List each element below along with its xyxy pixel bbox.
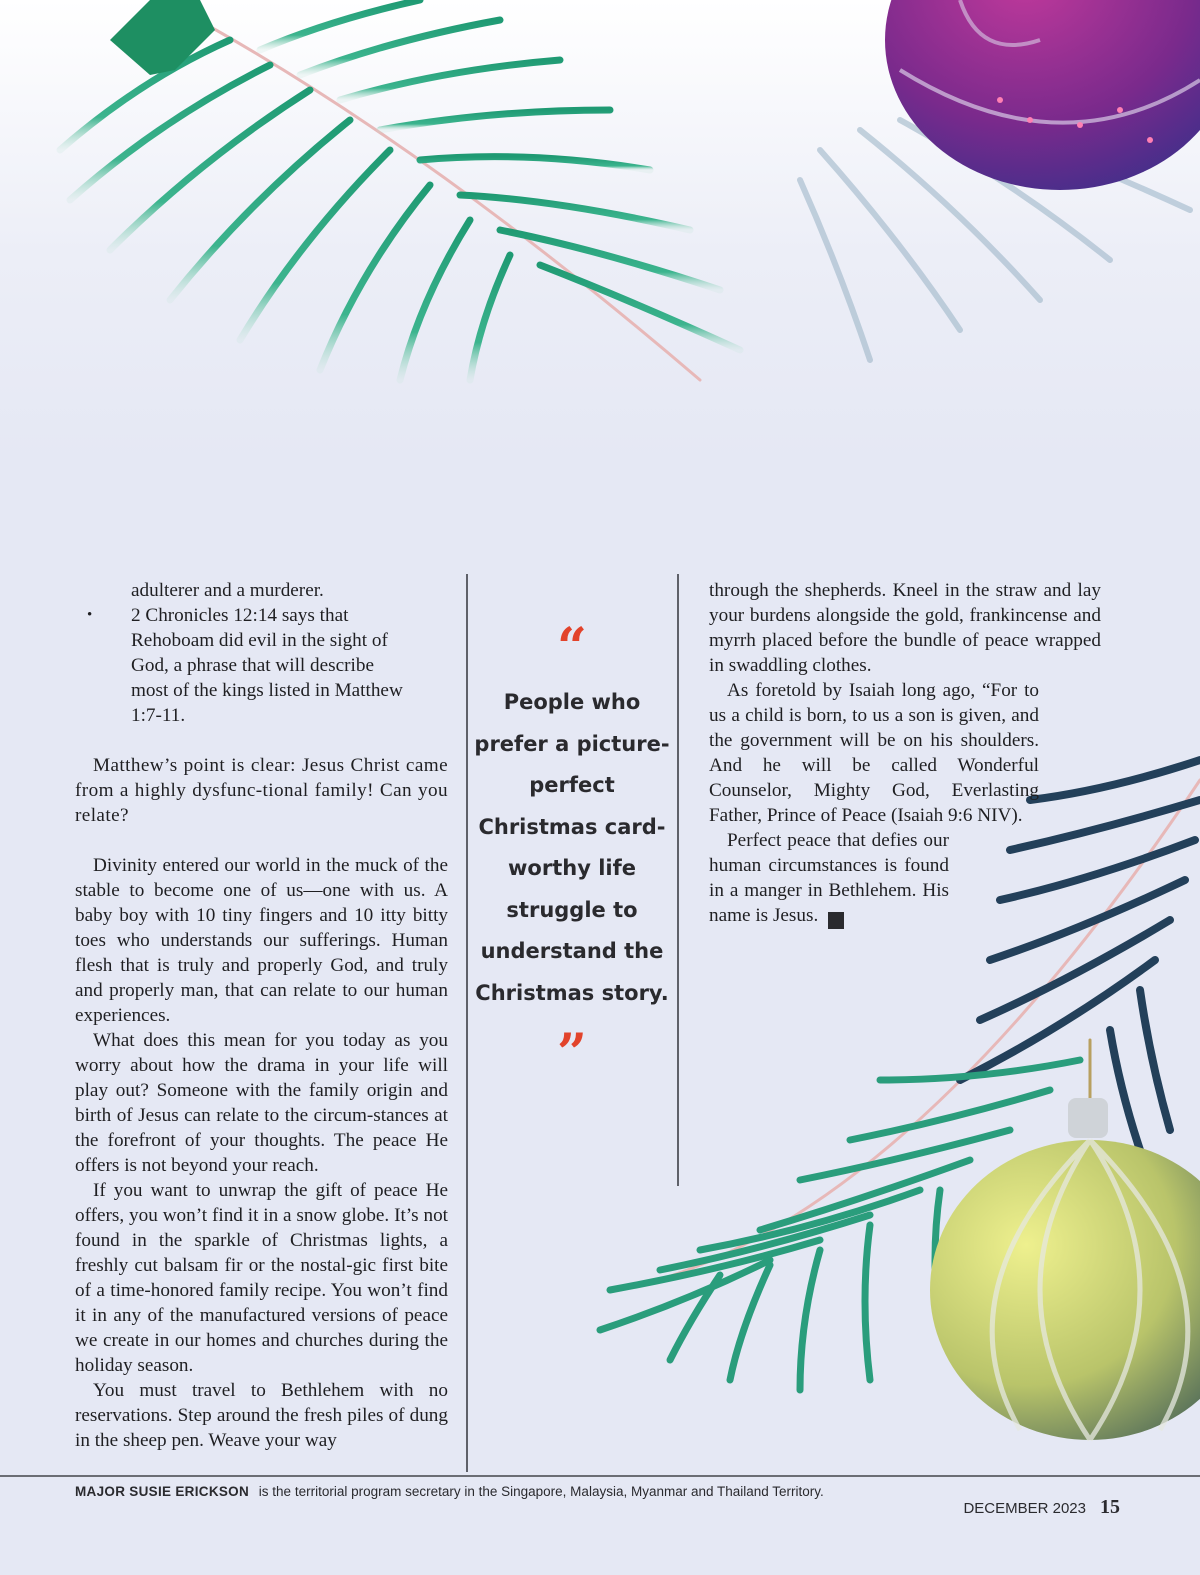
list-item bbox=[75, 578, 448, 603]
list-item-line: Rehoboam did evil in the sight of bbox=[131, 630, 388, 651]
column-rule-right bbox=[677, 574, 679, 1186]
column-rule-left bbox=[466, 574, 468, 1472]
page-number: 15 bbox=[1100, 1496, 1120, 1518]
issue-date: DECEMBER 2023 bbox=[963, 1500, 1086, 1517]
left-column bbox=[75, 578, 448, 1453]
body-paragraph: If you want to unwrap the gift of peace He offers, you won’t find it in a snow globe. It’s not found in the sparkle of Christmas lights, a freshly cut balsam fir or the nostal-gic first bite of a time-honored family recipe. You won’t find it in any of the manufactured versions of peace we create in our homes and churches during the holiday season. bbox=[75, 1180, 448, 1376]
body-paragraph: Matthew’s point is clear: Jesus Christ came from a highly dysfunc-tional family! Can you relate? bbox=[75, 755, 448, 826]
body-paragraph: What does this mean for you today as you worry about how the drama in your life will play out? Someone with the family origin and birth of Jesus can relate to the circum-stances at the forefront of your thoughts. The peace He offers is not beyond your reach. bbox=[75, 1030, 448, 1176]
body-paragraph: Divinity entered our world in the muck of the stable to become one of us—one with us. A baby boy with 10 tiny fingers and 10 itty bitty toes who understands our sufferings. Human flesh that is truly and properly God, and truly and properly man, that can relate to our human experiences. bbox=[75, 855, 448, 1026]
list-item-line: 2 Chronicles 12:14 says that bbox=[131, 605, 349, 626]
scripture-list bbox=[75, 578, 448, 728]
open-quote-mark: “ bbox=[557, 617, 587, 678]
author-bio bbox=[75, 1484, 824, 1499]
pull-quote bbox=[470, 617, 674, 1084]
author-name: MAJOR SUSIE ERICKSON bbox=[75, 1484, 250, 1499]
body-paragraph: You must travel to Bethlehem with no reservations. Step around the fresh piles of dung in the sheep pen. Weave your way bbox=[75, 1380, 448, 1451]
list-item-line: God, a phrase that will describe bbox=[131, 655, 374, 676]
page-folio bbox=[963, 1496, 1120, 1519]
green-ornament bbox=[930, 1098, 1200, 1440]
body-paragraph: As foretold by Isaiah long ago, “For to us a child is born, to us a son is given, and the government will be on his shoulders. And he will be called Wonderful Counselor, Mighty God, Everlasting Father, Prince of Peace (Isaiah 9:6 NIV). bbox=[709, 680, 1039, 826]
body-paragraph bbox=[709, 828, 949, 929]
closing-text: Perfect peace that defies our human circumstances is found in a manger in Bethlehem. His name is Jesus. bbox=[709, 830, 949, 926]
footer-rule bbox=[0, 1475, 1200, 1477]
end-mark-icon: WC bbox=[828, 912, 844, 929]
right-column bbox=[709, 578, 1101, 929]
pull-quote-text: People who prefer a picture-perfect Christmas card-worthy life struggle to understand the Christmas story. bbox=[474, 690, 670, 1005]
close-quote-mark: ” bbox=[557, 1023, 587, 1084]
author-description: is the territorial program secretary in the Singapore, Malaysia, Myanmar and Thailand Territory. bbox=[258, 1484, 824, 1499]
list-item bbox=[75, 603, 448, 728]
body-paragraph: through the shepherds. Kneel in the straw and lay your burdens alongside the gold, frankincense and myrrh placed before the bundle of peace wrapped in swaddling clothes. bbox=[709, 580, 1101, 676]
list-item-line: most of the kings listed in Matthew bbox=[131, 680, 403, 701]
list-item-line: 1:7-11. bbox=[131, 705, 186, 726]
list-item-text: adulterer and a murderer. bbox=[131, 580, 324, 601]
